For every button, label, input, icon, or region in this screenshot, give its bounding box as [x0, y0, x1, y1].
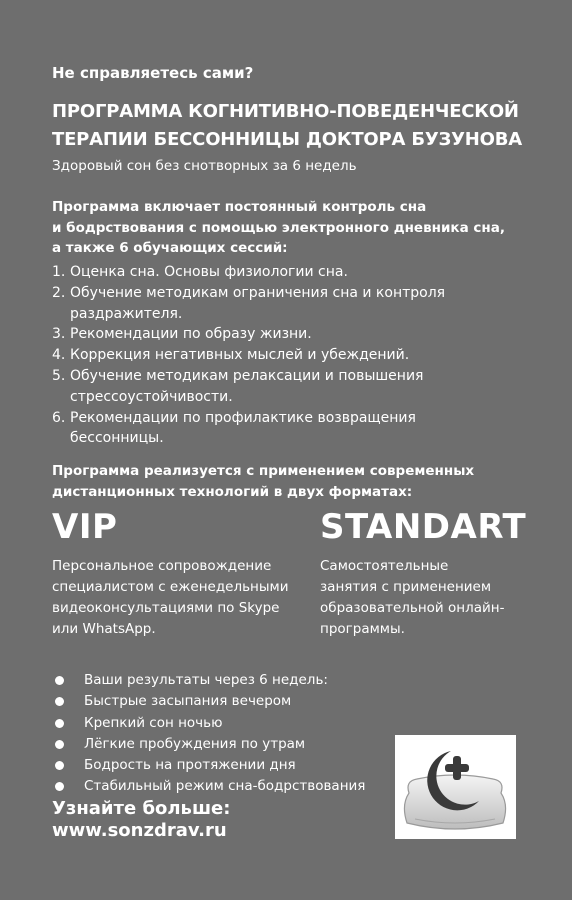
session-text: раздражителя.: [70, 305, 183, 322]
standart-line: образовательной онлайн-: [320, 600, 505, 616]
formats-intro: [52, 461, 474, 502]
session-text: Рекомендации по образу жизни.: [70, 326, 312, 343]
sessions-list: [52, 262, 492, 449]
result-item: [52, 776, 365, 797]
session-item: [52, 262, 492, 283]
bullet-icon: [55, 719, 64, 728]
bullet-icon: [55, 697, 64, 706]
session-number: 2.: [52, 284, 66, 301]
vip-line: специалистом с еженедельными: [52, 579, 289, 595]
result-text: Ваши результаты через 6 недель:: [84, 672, 328, 688]
bullet-icon: [55, 676, 64, 685]
vip-title: VIP: [52, 507, 118, 547]
result-item: [52, 691, 365, 712]
session-number: 5.: [52, 367, 66, 384]
result-item: [52, 734, 365, 755]
result-item: [52, 713, 365, 734]
vip-line: или WhatsApp.: [52, 621, 156, 637]
result-text: Быстрые засыпания вечером: [84, 693, 292, 710]
session-number: 1.: [52, 264, 66, 280]
session-text: бессонницы.: [70, 430, 164, 447]
bullet-icon: [55, 740, 64, 749]
session-text: стрессоустойчивости.: [70, 388, 233, 405]
program-subtitle: Здоровый сон без снотворных за 6 недель: [52, 158, 357, 174]
vip-line: Персональное сопровождение: [52, 558, 272, 574]
standart-title: STANDART: [320, 507, 527, 547]
session-number: 4.: [52, 347, 66, 364]
includes-line: а также 6 обучающих сессий:: [52, 240, 288, 256]
program-title: [52, 98, 522, 154]
session-item: [52, 408, 492, 450]
standart-description: [320, 556, 504, 640]
program-includes-text: [52, 197, 505, 259]
result-text: Крепкий сон ночью: [84, 714, 223, 731]
vip-description: [52, 556, 289, 640]
website-link[interactable]: www.sonzdrav.ru: [52, 820, 227, 841]
result-item: [52, 670, 365, 691]
session-number: 6.: [52, 409, 66, 426]
session-text: Оценка сна. Основы физиологии сна.: [70, 264, 348, 280]
result-text: Лёгкие пробуждения по утрам: [84, 735, 306, 752]
session-item: [52, 345, 492, 366]
session-text: Обучение методикам ограничения сна и контроля: [70, 284, 446, 301]
program-title-line: ПРОГРАММА КОГНИТИВНО-ПОВЕДЕНЧЕСКОЙ: [52, 101, 519, 122]
learn-more-label: Узнайте больше:: [52, 798, 231, 819]
session-number: 3.: [52, 326, 66, 343]
formats-line: Программа реализуется с применением современных: [52, 463, 475, 479]
session-text: Рекомендации по профилактике возвращения: [70, 409, 416, 426]
includes-line: Программа включает постоянный контроль сна: [52, 199, 427, 215]
standart-line: Самостоятельные: [320, 558, 449, 574]
moon-cross-pillow-icon: [395, 735, 516, 839]
standart-line: занятия с применением: [320, 579, 492, 595]
session-text: Обучение методикам релаксации и повышения: [70, 367, 424, 384]
session-item: [52, 366, 492, 408]
includes-line: и бодрствования с помощью электронного дневника сна,: [52, 219, 505, 236]
bullet-icon: [55, 782, 64, 791]
session-item: [52, 283, 492, 325]
standart-line: программы.: [320, 621, 405, 637]
session-item: [52, 324, 492, 345]
learn-more: [52, 798, 230, 842]
vip-line: видеоконсультациями по Skype: [52, 600, 280, 616]
logo: [395, 735, 516, 839]
result-text: Бодрость на протяжении дня: [84, 757, 296, 774]
intro-heading: Не справляетесь сами?: [52, 64, 254, 82]
result-item: [52, 755, 365, 776]
bullet-icon: [55, 761, 64, 770]
session-text: Коррекция негативных мыслей и убеждений.: [70, 347, 410, 364]
results-list: [52, 670, 365, 798]
formats-line: дистанционных технологий в двух форматах:: [52, 483, 413, 500]
result-text: Стабильный режим сна-бодрствования: [84, 778, 366, 795]
program-title-line: ТЕРАПИИ БЕССОННИЦЫ ДОКТОРА БУЗУНОВА: [52, 129, 523, 150]
